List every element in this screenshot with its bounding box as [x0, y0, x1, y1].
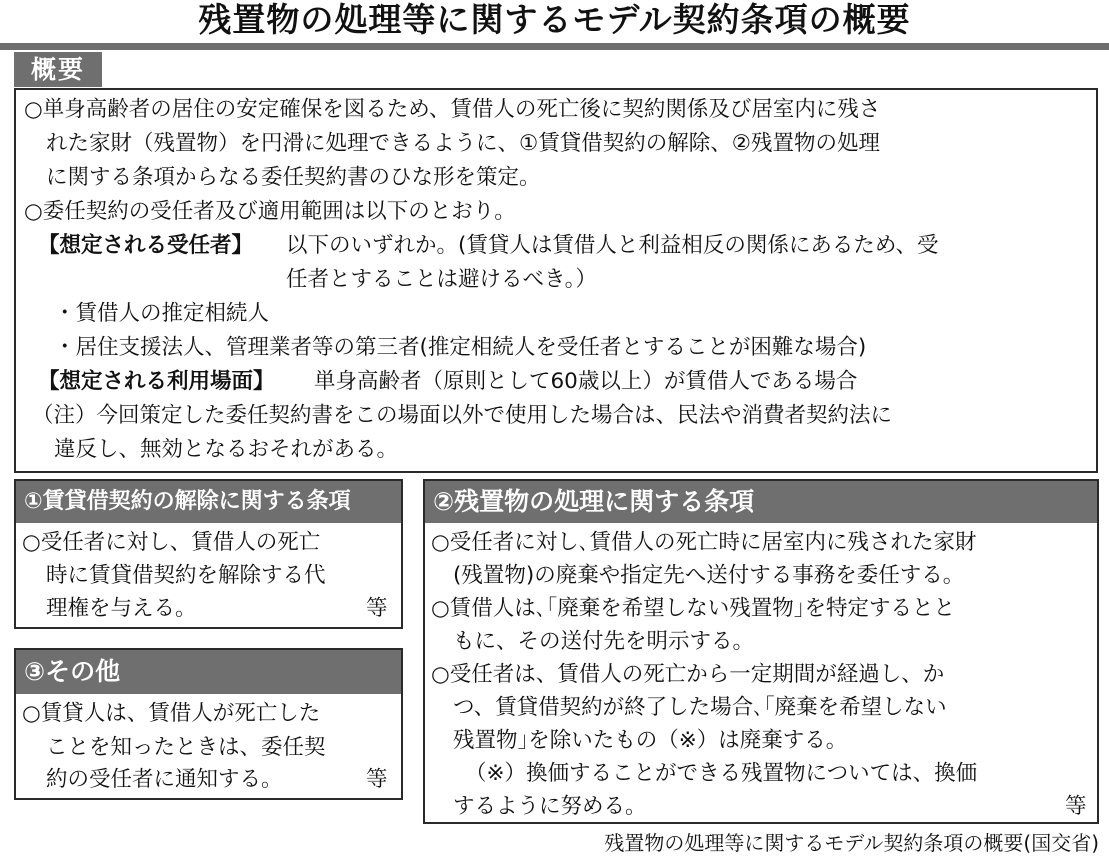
section1-line-2: 時に賃貸借契約を解除する代: [46, 563, 326, 588]
trustee-label: 【想定される受任者】: [38, 233, 254, 258]
section2-line-5: ○受任者は、賃借人の死亡から一定期間が経過し、か: [431, 662, 945, 687]
section2-line-9: するように努める。: [453, 794, 647, 819]
section2-line-3: ○賃借人は､｢廃棄を希望しない残置物｣を特定するとと: [431, 596, 956, 621]
section2-line-6: つ、賃貸借契約が終了した場合､｢廃棄を希望しない: [453, 695, 947, 720]
section1-line-1: ○受任者に対し、賃借人の死亡: [22, 530, 321, 555]
overview-line-1: ○単身高齢者の居住の安定確保を図るため、賃借人の死亡後に契約関係及び居室内に残さ: [24, 97, 881, 122]
section2-heading: ②残置物の処理に関する条項: [425, 481, 1097, 523]
section2-line-1: ○受任者に対し､賃借人の死亡時に居室内に残された家財: [431, 530, 977, 555]
section3-etc: 等: [366, 767, 388, 792]
overview-line-3: に関する条項からなる委任契約書のひな形を策定。: [46, 165, 541, 190]
section3-heading: ③その他: [16, 650, 401, 694]
section1-line-3: 理権を与える。: [46, 596, 197, 621]
note-line-1: （注）今回策定した委任契約書をこの場面以外で使用した場合は、民法や消費者契約法に: [32, 403, 893, 428]
section3-box: [14, 648, 403, 800]
source-caption: 残置物の処理等に関するモデル契約条項の概要(国交省): [604, 831, 1099, 855]
section1-box: [14, 479, 403, 629]
section1-etc: 等: [366, 596, 388, 621]
trustee-text-2: 任者とすることは避けるべき。）: [286, 267, 597, 292]
overview-box: [14, 88, 1098, 473]
scene-text: 単身高齢者（原則として60歳以上）が賃借人である場合: [314, 369, 858, 394]
section1-heading: ①賃貸借契約の解除に関する条項: [16, 481, 401, 523]
section2-line-2: (残置物)の廃棄や指定先へ送付する事務を委任する。: [453, 563, 965, 588]
title-rule: [0, 43, 1109, 50]
section3-line-3: 約の受任者に通知する。: [46, 767, 283, 792]
section2-line-7: 残置物｣を除いたもの（※）は廃棄する。: [453, 728, 848, 753]
page-title: 残置物の処理等に関するモデル契約条項の概要: [198, 0, 911, 39]
scene-label: 【想定される利用場面】: [38, 369, 275, 394]
section3-line-2: ことを知ったときは、委任契: [46, 735, 326, 760]
bullet-item-1: ・賃借人の推定相続人: [54, 301, 270, 326]
note-line-2: 違反し、無効となるおそれがある。: [54, 437, 399, 462]
section3-line-1: ○賃貸人は、賃借人が死亡した: [22, 701, 321, 726]
trustee-text-1: 以下のいずれか。(賃貸人は賃借人と利益相反の関係にあるため、受: [286, 233, 939, 258]
overview-line-2: れた家財（残置物）を円滑に処理できるように、①賃貸借契約の解除、②残置物の処理: [46, 131, 881, 156]
section2-line-8: （※）換価することができる残置物については、換価: [465, 761, 978, 786]
section2-etc: 等: [1065, 794, 1087, 819]
section2-line-4: もに、その送付先を明示する。: [453, 629, 755, 654]
overview-tab-label: 概要: [14, 52, 102, 87]
section2-box: [423, 479, 1099, 824]
overview-line-4: ○委任契約の受任者及び適用範囲は以下のとおり。: [24, 199, 516, 224]
bullet-item-2: ・居住支援法人、管理業者等の第三者(推定相続人を受任者とすることが困難な場合): [54, 335, 867, 360]
